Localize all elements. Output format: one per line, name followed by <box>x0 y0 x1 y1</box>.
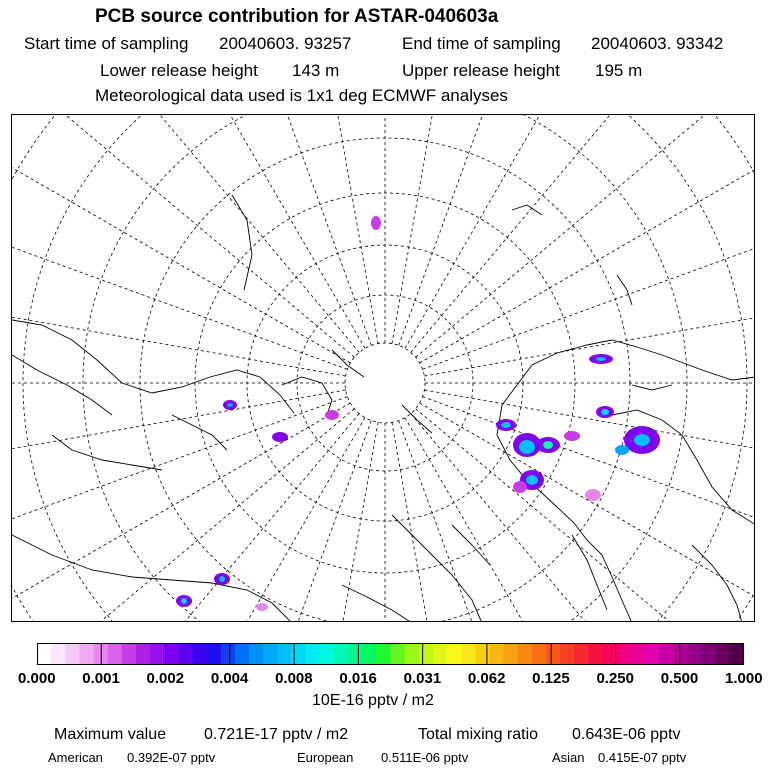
colorbar-unit: 10E-16 pptv / m2 <box>312 692 434 709</box>
colorbar-cell <box>37 643 52 665</box>
colorbar-cell <box>659 643 674 665</box>
colorbar-cell <box>362 643 377 665</box>
colorbar-cell <box>532 643 547 665</box>
coastlines <box>12 195 755 622</box>
colorbar-cell <box>136 643 151 665</box>
colorbar-cell <box>447 643 462 665</box>
colorbar-cell <box>306 643 321 665</box>
colorbar-cell <box>433 643 448 665</box>
colorbar-cell <box>334 643 349 665</box>
colorbar-cell <box>716 643 731 665</box>
map-frame <box>11 114 755 622</box>
colorbar-cell <box>489 643 504 665</box>
colorbar-cell <box>263 643 278 665</box>
colorbar-tick-label: 0.016 <box>339 670 377 687</box>
colorbar-tick-label: 0.062 <box>467 670 506 687</box>
colorbar-cell <box>164 643 179 665</box>
concentration-plume <box>176 216 660 611</box>
colorbar-tick-label: 0.002 <box>146 670 185 687</box>
end-time-label: End time of sampling <box>402 34 561 53</box>
colorbar-cell <box>108 643 123 665</box>
colorbar-cell <box>702 643 717 665</box>
american-label: American <box>48 750 103 765</box>
colorbar-cell <box>687 643 702 665</box>
colorbar-tick-label: 0.000 <box>18 670 56 687</box>
colorbar-cell <box>673 643 688 665</box>
colorbar-cell <box>320 643 335 665</box>
colorbar-cell <box>51 643 66 665</box>
max-value: 0.721E-17 pptv / m2 <box>204 726 349 743</box>
colorbar-cell <box>461 643 476 665</box>
max-value-label: Maximum value <box>54 726 167 743</box>
american-value: 0.392E-07 pptv <box>127 750 216 765</box>
colorbar-cell <box>504 643 519 665</box>
polar-map <box>12 115 755 622</box>
colorbar-tick-label: 0.031 <box>403 670 442 687</box>
colorbar-cell <box>405 643 420 665</box>
colorbar-cell <box>730 643 744 665</box>
colorbar-cell <box>376 643 391 665</box>
upper-height-label: Upper release height <box>402 61 560 80</box>
asian-label: Asian <box>552 750 585 765</box>
start-time-value: 20040603. 93257 <box>219 34 352 53</box>
colorbar-cell <box>588 643 603 665</box>
colorbar-cell <box>645 643 660 665</box>
colorbar-tick-label: 0.125 <box>532 670 570 687</box>
colorbar-cell <box>193 643 208 665</box>
colorbar-cell <box>518 643 533 665</box>
end-time-value: 20040603. 93342 <box>591 34 724 53</box>
asian-value: 0.415E-07 pptv <box>598 750 687 765</box>
colorbar-cell <box>249 643 264 665</box>
total-mixing-value: 0.643E-06 pptv <box>572 726 681 743</box>
colorbar-tick-label: 0.004 <box>210 670 249 687</box>
european-value: 0.511E-06 pptv <box>381 750 469 765</box>
start-time-label: Start time of sampling <box>24 34 189 53</box>
colorbar-cell <box>475 643 490 665</box>
colorbar-tick-label: 1.000 <box>725 670 763 687</box>
colorbar-cell <box>65 643 80 665</box>
colorbar-cell <box>631 643 646 665</box>
map-title: PCB source contribution for ASTAR-040603a <box>95 6 499 27</box>
european-label: European <box>297 750 354 765</box>
colorbar-tick-label: 0.500 <box>660 670 699 687</box>
colorbar-cell <box>221 643 236 665</box>
colorbar-tick-label: 0.008 <box>275 670 313 687</box>
colorbar <box>37 643 744 665</box>
colorbar-cell <box>560 643 575 665</box>
colorbar-cell <box>235 643 250 665</box>
colorbar-cell <box>277 643 292 665</box>
colorbar-cell <box>546 643 561 665</box>
lower-height-label: Lower release height <box>100 61 258 80</box>
total-mixing-label: Total mixing ratio <box>418 726 539 743</box>
colorbar-cell <box>207 643 222 665</box>
colorbar-cell <box>419 643 434 665</box>
colorbar-cell <box>391 643 406 665</box>
colorbar-tick-label: 0.001 <box>82 670 120 687</box>
colorbar-cell <box>150 643 165 665</box>
lower-height-value: 143 m <box>292 61 340 80</box>
colorbar-cell <box>348 643 363 665</box>
upper-height-value: 195 m <box>595 61 643 80</box>
colorbar-cell <box>574 643 589 665</box>
colorbar-tick-label: 0.250 <box>596 670 634 687</box>
met-data-note: Meteorological data used is 1x1 deg ECMWF analyses <box>95 86 508 105</box>
lat-lon-grid <box>12 115 755 622</box>
colorbar-cell <box>178 643 193 665</box>
colorbar-cell <box>617 643 632 665</box>
colorbar-cell <box>122 643 137 665</box>
colorbar-cell <box>79 643 94 665</box>
